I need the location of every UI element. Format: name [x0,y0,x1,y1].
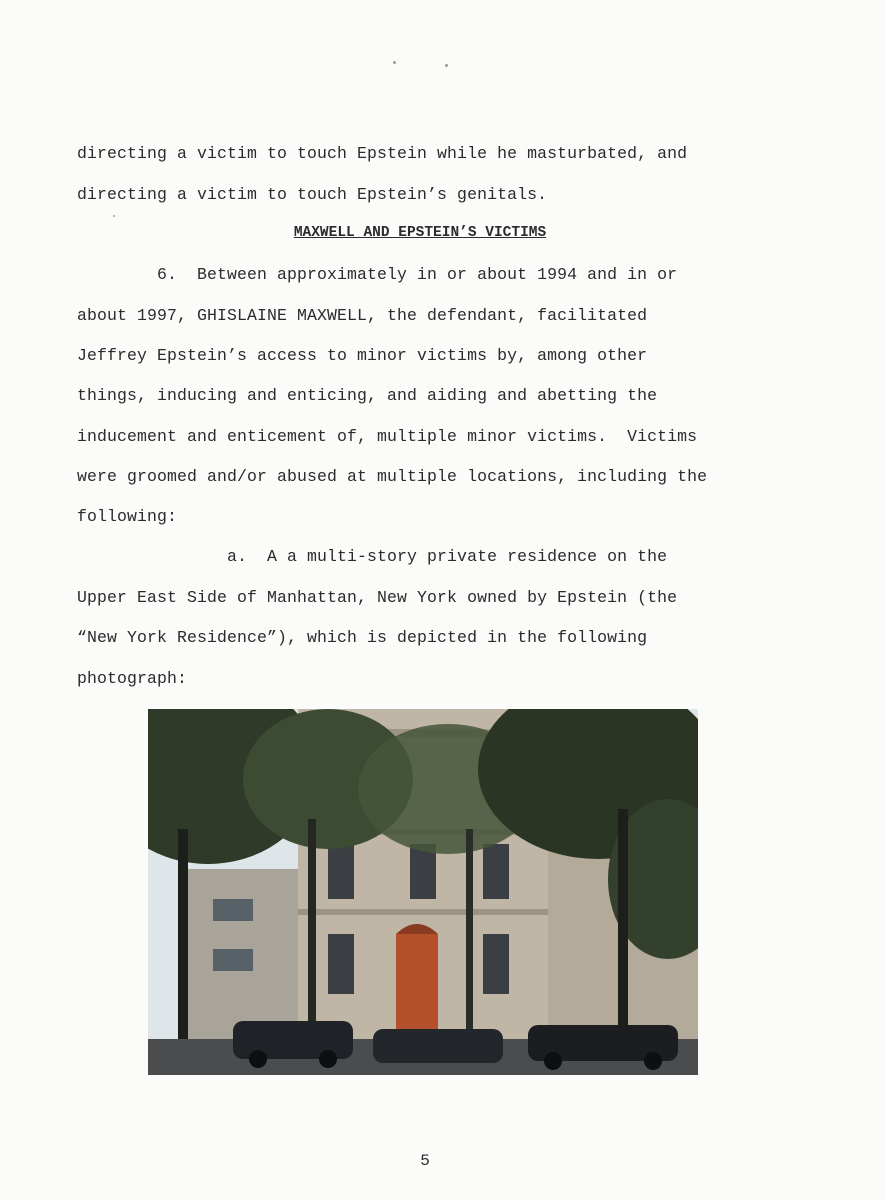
residence-photograph [148,709,698,1075]
body-line-11: Upper East Side of Manhattan, New York owned by Epstein (the [77,588,678,607]
body-line-6: things, inducing and enticing, and aiding and abetting the [77,386,658,405]
body-line-12: “New York Residence”), which is depicted in the following [77,628,648,647]
scan-speck [113,215,115,217]
scan-speck [393,61,396,64]
body-line-1: directing a victim to touch Epstein while he masturbated, and [77,144,688,163]
body-line-2: directing a victim to touch Epstein’s genitals. [77,185,548,204]
scan-speck [445,64,448,67]
section-heading: MAXWELL AND EPSTEIN’S VICTIMS [293,225,547,241]
body-line-3: 6. Between approximately in or about 1994 and in or [77,265,678,284]
page-number: 5 [420,1152,430,1170]
body-line-5: Jeffrey Epstein’s access to minor victims by, among other [77,346,648,365]
body-line-8: were groomed and/or abused at multiple locations, including the [77,467,708,486]
body-line-7: inducement and enticement of, multiple minor victims. Victims [77,427,698,446]
body-line-13: photograph: [77,669,188,688]
body-line-10: a. A a multi-story private residence on the [77,547,668,566]
body-line-9: following: [77,507,178,526]
body-line-4: about 1997, GHISLAINE MAXWELL, the defendant, facilitated [77,306,648,325]
residence-photo-illustration [148,709,698,1075]
